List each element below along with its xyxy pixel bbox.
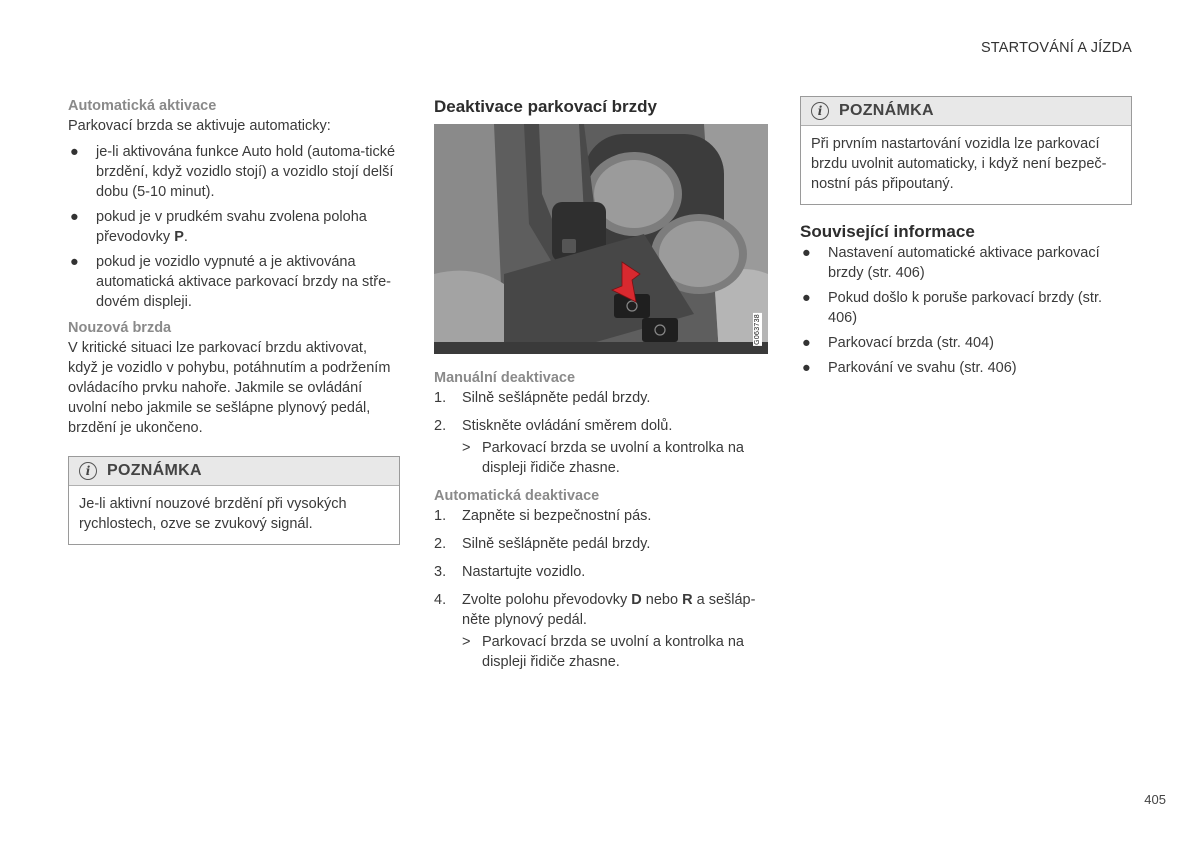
related-link[interactable]: ● Parkování ve svahu (str. 406)	[802, 360, 1017, 376]
manual-steps-list	[434, 388, 768, 478]
automatic-deactivation-title: Automatická deaktivace	[434, 488, 600, 504]
list-item: 2. Stiskněte ovládání směrem dolů. > Parkovací brzda se uvolní a kontrolka na displeji řidiče zhasne.	[434, 416, 768, 478]
emergency-brake-text: V kritické situaci lze parkovací brzdu aktivovat, když je vozidlo v pohybu, potáhnutím a podržením ovládacího prvku nahoře. Jakmile se ovládání uvolní nebo jakmile se sešlápne plynový pedál, brzdění je ukončeno.	[68, 340, 391, 436]
column-right	[800, 96, 1132, 384]
list-item: ● pokud je vozidlo vypnuté a je aktivována automatická aktivace parkovací brzdy na stře-dovém displeji.	[70, 254, 391, 310]
bullet-icon: ●	[70, 209, 79, 225]
page-number: 405	[1144, 792, 1166, 807]
note-box	[800, 96, 1132, 205]
console-illustration	[434, 124, 768, 354]
note-title: POZNÁMKA	[839, 102, 934, 119]
list-item: 2. Silně sešlápněte pedál brzdy.	[434, 536, 651, 552]
manual-deactivation-title: Manuální deaktivace	[434, 370, 576, 386]
note-title: POZNÁMKA	[107, 462, 202, 479]
note-text: Při prvním nastartování vozidla lze parkovací brzdu uvolnit automaticky, i když není bezpeč-nostní pás připoutaný.	[811, 136, 1107, 192]
related-link[interactable]: ● Pokud došlo k poruše parkovací brzdy (str. 406)	[802, 290, 1103, 326]
bullet-icon: ●	[802, 290, 811, 306]
note-box	[68, 456, 400, 545]
note-header	[801, 97, 1131, 126]
column-middle	[434, 96, 768, 680]
page-section-title: STARTOVÁNÍ A JÍZDA	[980, 40, 1132, 56]
list-item: ● je-li aktivována funkce Auto hold (automa-tické brzdění, když vozidlo stojí) a vozidlo stojí delší dobu (5-10 minut).	[70, 144, 396, 200]
image-code: G063738	[754, 314, 761, 345]
auto-activation-title: Automatická aktivace	[68, 98, 217, 114]
note-header	[69, 457, 399, 486]
step-result: > Parkovací brzda se uvolní a kontrolka na displeji řidiče zhasne.	[462, 634, 744, 670]
bullet-icon: ●	[70, 144, 79, 160]
bullet-icon: ●	[802, 360, 811, 376]
related-link[interactable]: ● Parkovací brzda (str. 404)	[802, 335, 995, 351]
bullet-icon: ●	[802, 335, 811, 351]
step-result: > Parkovací brzda se uvolní a kontrolka na displeji řidiče zhasne.	[462, 440, 744, 476]
list-item: 1. Zapněte si bezpečnostní pás.	[434, 508, 652, 524]
info-icon: i	[79, 462, 97, 480]
related-link[interactable]: ● Nastavení automatické aktivace parkovací brzdy (str. 406)	[802, 245, 1100, 281]
auto-activation-list	[68, 142, 400, 312]
related-info-heading: Související informace	[800, 222, 975, 241]
list-item: 4. Zvolte polohu převodovky D nebo R a sešláp-něte plynový pedál. > Parkovací brzda se uvolní a kontrolka na displeji řidiče zhasne.	[434, 590, 768, 672]
list-item: ● pokud je v prudkém svahu zvolena poloha převodovky P.	[70, 209, 367, 245]
bullet-icon: ●	[70, 254, 79, 270]
bullet-icon: ●	[802, 245, 811, 261]
column-left	[68, 96, 400, 545]
note-text: Je-li aktivní nouzové brzdění při vysokých rychlostech, ozve se zvukový signál.	[79, 496, 347, 532]
related-links-list	[800, 243, 1132, 378]
auto-activation-intro: Parkovací brzda se aktivuje automaticky:	[68, 118, 331, 134]
list-item: 3. Nastartujte vozidlo.	[434, 564, 586, 580]
info-icon: i	[811, 102, 829, 120]
list-item: 1. Silně sešlápněte pedál brzdy.	[434, 390, 651, 406]
automatic-steps-list	[434, 506, 768, 672]
parking-brake-photo	[434, 124, 768, 354]
emergency-brake-title: Nouzová brzda	[68, 320, 172, 336]
deactivation-heading: Deaktivace parkovací brzdy	[434, 97, 658, 116]
